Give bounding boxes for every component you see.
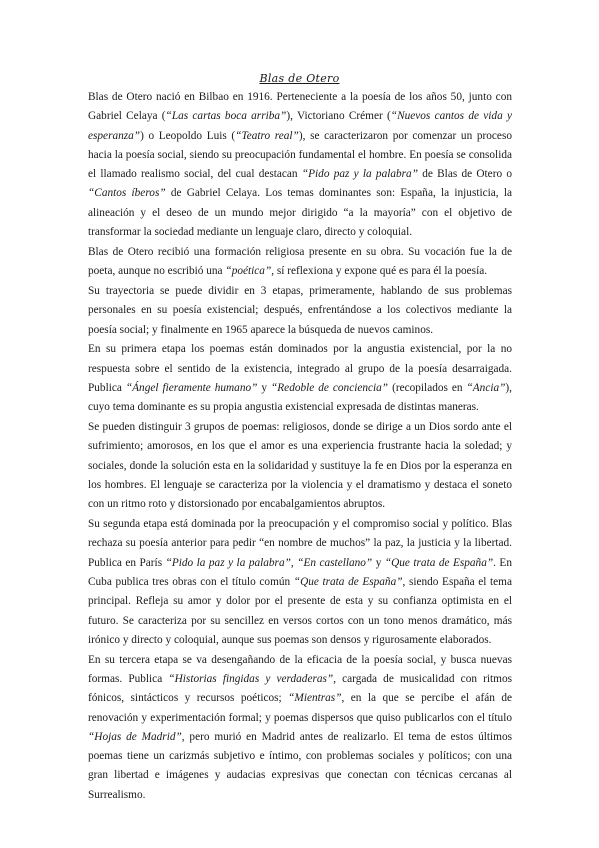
text-run: (recopilados en (388, 381, 467, 394)
text-run: , en la que se percibe el afán de renovación y experimentación formal; y poemas dispersos que quiso publicarlos con el título (88, 692, 512, 724)
text-run: ), Victoriano Crémer ( (286, 110, 391, 123)
text-run: , pero murió en Madrid antes de realizarlo. El tema de estos últimos poemas tiene un carizmás subjetivo e íntimo, con problemas sociales y políticos; con una gran libertad e imágenes y audacias expresivas que conectan con técnicas cercanas al Surrealismo. (88, 730, 512, 801)
paragraph (88, 243, 512, 282)
work-title: “Hojas de Madrid” (88, 730, 182, 743)
work-title: “Ángel fieramente humano” (125, 381, 258, 394)
work-title: “Nuevos cantos de vida y esperanza” (88, 110, 513, 142)
text-run: , siendo España el tema principal. Refleja su amor y dolor por el presente de esta y su confianza optimista en el futuro. Se caracteriza por su sencillez en versos cortos con un tono menos dramático, más irónico y directo y coloquial, aunque sus poemas son densos y rigurosamente elaborados. (88, 575, 512, 646)
text-run: . En Cuba publica tres obras con el título común (88, 556, 512, 588)
paragraph (88, 282, 512, 340)
paragraph (88, 88, 512, 242)
text-run: de Gabriel Celaya. Los temas dominantes son: España, la injusticia, la alineación y el deseo de un mundo mejor dirigido “a la mayoría” con el objetivo de transformar la sociedad mediante un lenguaje claro, directo y coloquial. (88, 187, 512, 239)
text-run: Se pueden distinguir 3 grupos de poemas: religiosos, donde se dirige a un Dios sordo ante el sufrimiento; amorosos, en los que el amor es una experiencia frustrante hacia la soledad; y sociales, donde la solución esta en la solidaridad y sustituye la fe en Dios por la esperanza en los hombres. El lenguaje se caracteriza por la violencia y el dramatismo y destaca el soneto con un ritmo roto y distorsionado por encabalgamientos abruptos. (88, 421, 512, 511)
work-title: “Pido la paz y la palabra” (165, 556, 291, 569)
work-title: “Teatro real” (235, 129, 299, 142)
text-run: En su tercera etapa se va desengañando de la eficacia de la poesía social, y busca nuevas formas. Publica (88, 653, 512, 685)
text-run: y (372, 556, 385, 569)
text-run: ), cuyo tema dominante es su propia angustia existencial expresada de distintas maneras. (88, 381, 513, 414)
text-run: , cargada de musicalidad con ritmos fónicos, sintácticos y recursos poéticos; (88, 672, 512, 705)
work-title: “Pido paz y la palabra” (301, 168, 418, 181)
text-run: Blas de Otero nació en Bilbao en 1916. Perteneciente a la poesía de los años 50, junto con Gabriel Celaya ( (88, 91, 512, 123)
text-run: de Blas de Otero o (418, 168, 512, 181)
document-body (88, 88, 512, 805)
work-title: “En castellano” (297, 556, 373, 569)
text-run: Su segunda etapa está dominada por la preocupación y el compromiso social y político. Blas rechaza su poesía anterior para pedir “en nombre de muchos” la paz, la justicia y la libertad. Publica en París (88, 518, 512, 569)
work-title: “Que trata de España” (384, 556, 494, 569)
text-run: y (257, 381, 271, 394)
text-run: Blas de Otero recibió una formación religiosa presente en su obra. Su vocación fue la de poeta, aunque no escribió una (88, 245, 512, 278)
text-run: ) o Leopoldo Luis ( (140, 129, 236, 142)
text-run: ), se caracterizaron por comenzar un proceso hacia la poesía social, siendo su preocupación fundamental el hombre. En poesía se consolida el llamado realismo social, del cual destacan (88, 129, 512, 181)
paragraph (88, 340, 512, 417)
document-title: Blas de Otero (259, 72, 340, 85)
work-title: “Historias fingidas y verdaderas” (168, 672, 334, 685)
work-title: “Redoble de conciencia” (271, 381, 389, 394)
work-title: “Ancia” (466, 381, 506, 394)
text-run: , sí reflexiona y expone qué es para él la poesía. (271, 265, 488, 278)
work-title: “Las cartas boca arriba” (165, 110, 287, 123)
text-run: , (290, 556, 298, 569)
text-run: Su trayectoria se puede dividir en 3 etapas, primeramente, hablando de sus problemas personales en su poesía existencial; después, enfrentándose a los colectivos mediante la poesía social; y finalmente en 1965 aparece la búsqueda de nuevos caminos. (88, 284, 512, 336)
work-title: “poética” (225, 265, 272, 278)
work-title: “Que trata de España” (293, 575, 403, 588)
paragraph (88, 515, 512, 650)
text-run: En su primera etapa los poemas están dominados por la angustia existencial, por la no respuesta sobre el sentido de la existencia, integrado al grupo de la poesía desarraigada. Publica (88, 343, 512, 394)
paragraph (88, 651, 512, 805)
paragraph (88, 418, 512, 514)
work-title: “Mientras” (288, 692, 342, 705)
work-title: “Cantos íberos” (88, 187, 166, 200)
